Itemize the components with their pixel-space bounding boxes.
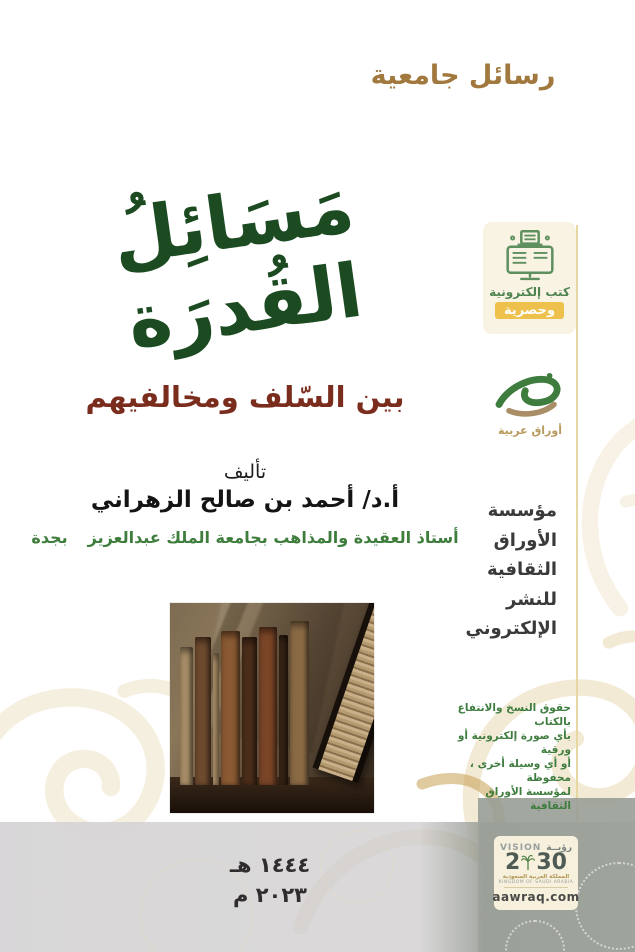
books-photo	[170, 603, 374, 813]
publisher-line: للنشر	[506, 588, 557, 610]
publisher-website: aawraq.com	[492, 889, 580, 904]
book-spines	[180, 621, 309, 785]
hijri-year: ١٤٤٤ هـ	[229, 853, 311, 877]
damask-ornament	[560, 360, 635, 620]
book-subtitle: بين السّلف ومخالفيهم	[85, 380, 405, 414]
vision-number-left: 2	[505, 849, 521, 875]
publisher-logo	[490, 372, 568, 437]
vision-2030-badge	[494, 836, 578, 910]
ebook-badge-label: كتب إلكترونية	[489, 285, 570, 299]
author-role	[15, 528, 475, 547]
copyright-notice	[451, 701, 571, 813]
copyright-line: بأي صورة إلكترونية أو ورقية	[457, 730, 571, 756]
copyright-line: أو أي وسيلة أخرى ، محفوظة	[469, 758, 571, 784]
publisher-line: الإلكتروني	[465, 618, 557, 639]
dhad-swoosh-icon	[490, 372, 568, 422]
kingdom-name-ar: المملكة العربية السعودية	[502, 873, 570, 880]
kingdom-name-en: KINGDOM OF SAUDI ARABIA	[498, 879, 574, 885]
exclusive-chip: وحصرية	[495, 302, 564, 319]
copyright-line: حقوق النسخ والانتفاع بالكتاب	[457, 702, 571, 728]
author-role-text: أستاذ العقيدة والمذاهب بجامعة الملك عبدالعزيز	[87, 528, 459, 547]
author-city: بجدة	[31, 528, 68, 547]
series-label: رسائل جامعية	[370, 60, 556, 91]
vision-word-en: VISION	[499, 842, 542, 853]
publisher-line: الثقافية	[486, 559, 557, 580]
publisher-line: الأوراق	[493, 529, 557, 551]
copyright-line: لمؤسسة الأوراق الثقافية	[485, 786, 571, 812]
publisher-line: مؤسسة	[487, 500, 557, 521]
vertical-divider	[576, 225, 578, 821]
book-title: مَسَائِلُ القُدرَة	[106, 162, 368, 366]
palm-emblem-icon	[521, 854, 535, 872]
divider	[504, 887, 568, 888]
publication-dates	[205, 850, 335, 910]
vision-number-right: 30	[536, 849, 567, 875]
vision-word-ar: رؤيــة	[546, 842, 573, 853]
gregorian-year: ٢٠٢٣ م	[233, 883, 307, 907]
ebook-badge	[483, 222, 576, 334]
vision-number	[505, 849, 567, 875]
author-name: أ.د/ أحمد بن صالح الزهراني	[90, 487, 400, 513]
publisher-logo-name: أوراق عربية	[497, 424, 562, 437]
byline-label: تأليف	[223, 461, 267, 483]
publisher-name-block	[427, 496, 557, 644]
monitor-book-icon	[499, 228, 561, 284]
